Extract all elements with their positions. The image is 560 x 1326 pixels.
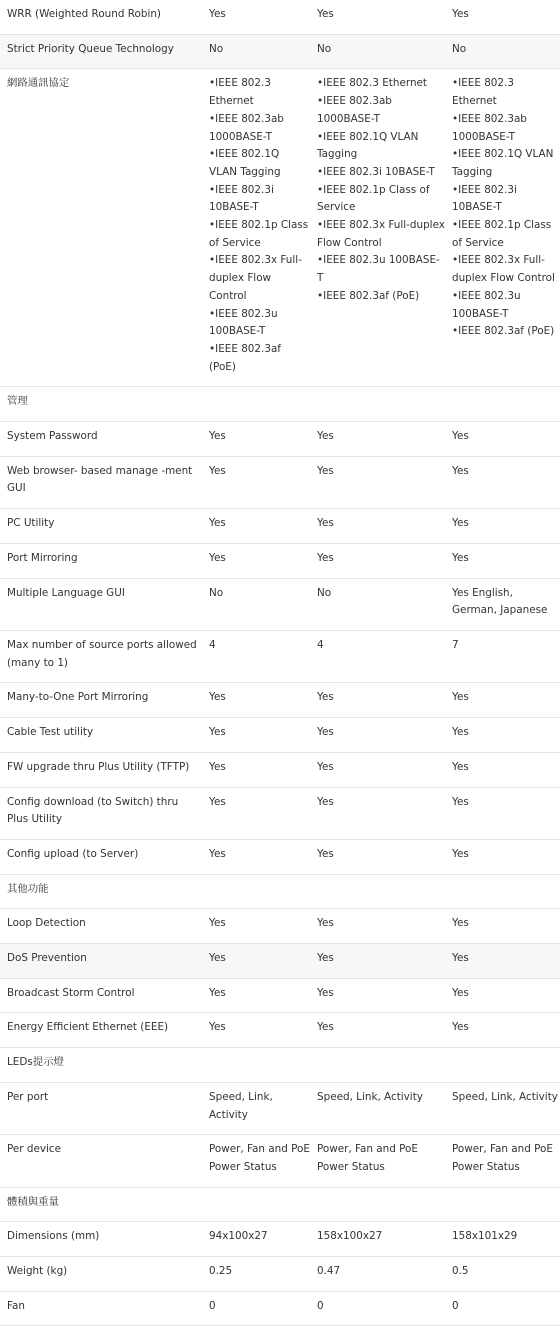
spec-value-1: Speed, Link, Activity — [202, 1082, 310, 1134]
protocol-item: •IEEE 802.1Q VLAN Tagging — [452, 148, 554, 178]
spec-label: PC Utility — [0, 509, 202, 544]
spec-row — [0, 1222, 560, 1257]
spec-value-1: Yes — [202, 839, 310, 874]
spec-label: FW upgrade thru Plus Utility (TFTP) — [0, 752, 202, 787]
spec-row — [0, 1013, 560, 1048]
spec-value-2: Yes — [310, 978, 445, 1013]
spec-label: Max number of source ports allowed (many to 1) — [0, 630, 202, 682]
spec-label: Config download (to Switch) thru Plus Utility — [0, 787, 202, 839]
spec-value-3: Yes — [445, 978, 560, 1013]
spec-value-2: Speed, Link, Activity — [310, 1082, 445, 1134]
section-empty-cell — [202, 1048, 310, 1083]
protocol-item: •IEEE 802.3 Ethernet — [452, 77, 514, 108]
spec-row — [0, 787, 560, 839]
spec-value-3 — [445, 69, 560, 387]
spec-value-1: Yes — [202, 422, 310, 457]
section-title: LEDs提示燈 — [0, 1048, 202, 1083]
spec-value-3: Yes — [445, 683, 560, 718]
spec-value-2 — [310, 69, 445, 387]
spec-value-1 — [202, 69, 310, 387]
protocol-item: •IEEE 802.3x Full-duplex Flow Control — [209, 254, 302, 302]
section-header-row — [0, 387, 560, 422]
section-empty-cell — [310, 1187, 445, 1222]
protocol-item: •IEEE 802.3af (PoE) — [209, 342, 281, 373]
spec-value-2: Yes — [310, 787, 445, 839]
spec-row — [0, 1135, 560, 1187]
spec-label: Broadcast Storm Control — [0, 978, 202, 1013]
section-empty-cell — [202, 387, 310, 422]
spec-label: Web browser- based manage -ment GUI — [0, 456, 202, 508]
spec-value-1: Yes — [202, 1013, 310, 1048]
spec-value-3: Yes English, German, Japanese — [445, 578, 560, 630]
spec-value-3: Yes — [445, 718, 560, 753]
spec-label: Weight (kg) — [0, 1257, 202, 1292]
spec-row — [0, 909, 560, 944]
protocol-item: •IEEE 802.3ab 1000BASE-T — [209, 112, 284, 143]
section-empty-cell — [202, 1187, 310, 1222]
section-header-row — [0, 1048, 560, 1083]
spec-row — [0, 578, 560, 630]
spec-value-1: Yes — [202, 0, 310, 34]
section-title: 其他功能 — [0, 874, 202, 909]
section-title: 管理 — [0, 387, 202, 422]
spec-row — [0, 683, 560, 718]
spec-value-1: Yes — [202, 683, 310, 718]
protocol-item: •IEEE 802.3af (PoE) — [452, 325, 555, 338]
protocol-item: •IEEE 802.3 Ethernet — [209, 77, 271, 108]
spec-value-1: Yes — [202, 543, 310, 578]
spec-value-2: 0 — [310, 1291, 445, 1326]
protocol-item: •IEEE 802.1p Class of Service — [209, 219, 309, 249]
protocol-item: •IEEE 802.3u 100BASE-T — [209, 307, 278, 338]
spec-label: Per port — [0, 1082, 202, 1134]
spec-value-3: Yes — [445, 543, 560, 578]
spec-label: Cable Test utility — [0, 718, 202, 753]
spec-value-2: No — [310, 34, 445, 69]
protocol-item: •IEEE 802.1p Class of Service — [317, 183, 430, 214]
protocol-item: •IEEE 802.3ab 1000BASE-T — [317, 95, 392, 125]
protocol-item: •IEEE 802.3i 10BASE-T — [209, 183, 274, 214]
spec-value-1: Yes — [202, 752, 310, 787]
spec-label: Multiple Language GUI — [0, 578, 202, 630]
spec-row — [0, 718, 560, 753]
spec-row — [0, 752, 560, 787]
spec-value-1: Yes — [202, 509, 310, 544]
spec-value-3: Yes — [445, 944, 560, 979]
spec-row — [0, 944, 560, 979]
spec-label: WRR (Weighted Round Robin) — [0, 0, 202, 34]
spec-label: Port Mirroring — [0, 543, 202, 578]
spec-value-2: Yes — [310, 543, 445, 578]
spec-row — [0, 34, 560, 69]
spec-value-3: Yes — [445, 909, 560, 944]
spec-label: System Password — [0, 422, 202, 457]
section-header-row — [0, 874, 560, 909]
spec-label: Loop Detection — [0, 909, 202, 944]
spec-label: Many-to-One Port Mirroring — [0, 683, 202, 718]
spec-value-3: Speed, Link, Activity — [445, 1082, 560, 1134]
spec-value-3: Yes — [445, 456, 560, 508]
spec-value-2: Yes — [310, 422, 445, 457]
spec-value-1: 4 — [202, 630, 310, 682]
spec-value-2: Yes — [310, 683, 445, 718]
section-header-row — [0, 1187, 560, 1222]
spec-value-1: No — [202, 34, 310, 69]
spec-value-1: Power, Fan and PoE Power Status — [202, 1135, 310, 1187]
spec-label: Strict Priority Queue Technology — [0, 34, 202, 69]
protocol-item: •IEEE 802.3u 100BASE-T — [317, 254, 440, 285]
spec-value-2: 158x100x27 — [310, 1222, 445, 1257]
protocol-item: •IEEE 802.3i 10BASE-T — [452, 183, 517, 214]
protocol-item: •IEEE 802.1p Class of Service — [452, 219, 552, 249]
spec-value-2: Yes — [310, 456, 445, 508]
protocol-item: •IEEE 802.3u 100BASE-T — [452, 289, 521, 320]
spec-value-2: Power, Fan and PoE Power Status — [310, 1135, 445, 1187]
section-empty-cell — [310, 387, 445, 422]
spec-row — [0, 422, 560, 457]
spec-row — [0, 1082, 560, 1134]
spec-value-1: Yes — [202, 787, 310, 839]
spec-row — [0, 509, 560, 544]
spec-value-3: 0.5 — [445, 1257, 560, 1292]
spec-row — [0, 456, 560, 508]
spec-row — [0, 839, 560, 874]
spec-value-3: Yes — [445, 839, 560, 874]
protocol-item: •IEEE 802.1Q VLAN Tagging — [317, 130, 419, 161]
spec-label: Config upload (to Server) — [0, 839, 202, 874]
spec-value-3: Yes — [445, 0, 560, 34]
spec-value-2: Yes — [310, 909, 445, 944]
spec-value-3: Yes — [445, 422, 560, 457]
spec-value-2: Yes — [310, 0, 445, 34]
spec-value-2: No — [310, 578, 445, 630]
spec-value-3: 0 — [445, 1291, 560, 1326]
spec-row — [0, 0, 560, 34]
spec-value-2: Yes — [310, 509, 445, 544]
spec-row — [0, 1291, 560, 1326]
spec-label: Dimensions (mm) — [0, 1222, 202, 1257]
protocol-item: •IEEE 802.3x Full-duplex Flow Control — [452, 254, 555, 285]
spec-value-1: 94x100x27 — [202, 1222, 310, 1257]
spec-row — [0, 630, 560, 682]
spec-row — [0, 69, 560, 387]
section-empty-cell — [310, 1048, 445, 1083]
section-title: 體積與重量 — [0, 1187, 202, 1222]
spec-value-1: Yes — [202, 456, 310, 508]
spec-value-3: Yes — [445, 752, 560, 787]
protocol-item: •IEEE 802.3ab 1000BASE-T — [452, 112, 527, 143]
spec-value-1: 0 — [202, 1291, 310, 1326]
spec-value-2: Yes — [310, 1013, 445, 1048]
spec-value-3: Yes — [445, 509, 560, 544]
spec-label: DoS Prevention — [0, 944, 202, 979]
section-empty-cell — [202, 874, 310, 909]
protocol-item: •IEEE 802.3i 10BASE-T — [317, 165, 435, 178]
protocol-item: •IEEE 802.3af (PoE) — [317, 289, 420, 302]
spec-value-1: Yes — [202, 978, 310, 1013]
spec-row — [0, 543, 560, 578]
spec-value-2: Yes — [310, 752, 445, 787]
spec-value-2: 4 — [310, 630, 445, 682]
spec-value-2: Yes — [310, 839, 445, 874]
spec-value-1: 0.25 — [202, 1257, 310, 1292]
spec-value-3: No — [445, 34, 560, 69]
protocol-item: •IEEE 802.1Q VLAN Tagging — [209, 148, 281, 178]
spec-label: Fan — [0, 1291, 202, 1326]
section-empty-cell — [445, 874, 560, 909]
section-empty-cell — [445, 1048, 560, 1083]
spec-label: Energy Efficient Ethernet (EEE) — [0, 1013, 202, 1048]
spec-value-1: Yes — [202, 718, 310, 753]
spec-value-3: Yes — [445, 787, 560, 839]
spec-value-3: Power, Fan and PoE Power Status — [445, 1135, 560, 1187]
spec-label: Per device — [0, 1135, 202, 1187]
protocol-item: •IEEE 802.3 Ethernet — [317, 77, 427, 90]
spec-value-1: Yes — [202, 944, 310, 979]
spec-value-2: Yes — [310, 944, 445, 979]
section-empty-cell — [445, 1187, 560, 1222]
spec-value-2: Yes — [310, 718, 445, 753]
spec-row — [0, 1257, 560, 1292]
section-empty-cell — [445, 387, 560, 422]
spec-row — [0, 978, 560, 1013]
section-empty-cell — [310, 874, 445, 909]
spec-label: 網路通訊協定 — [0, 69, 202, 387]
spec-value-3: 158x101x29 — [445, 1222, 560, 1257]
protocol-item: •IEEE 802.3x Full-duplex Flow Control — [317, 219, 445, 249]
spec-value-3: 7 — [445, 630, 560, 682]
spec-value-1: Yes — [202, 909, 310, 944]
spec-value-3: Yes — [445, 1013, 560, 1048]
spec-value-2: 0.47 — [310, 1257, 445, 1292]
spec-value-1: No — [202, 578, 310, 630]
